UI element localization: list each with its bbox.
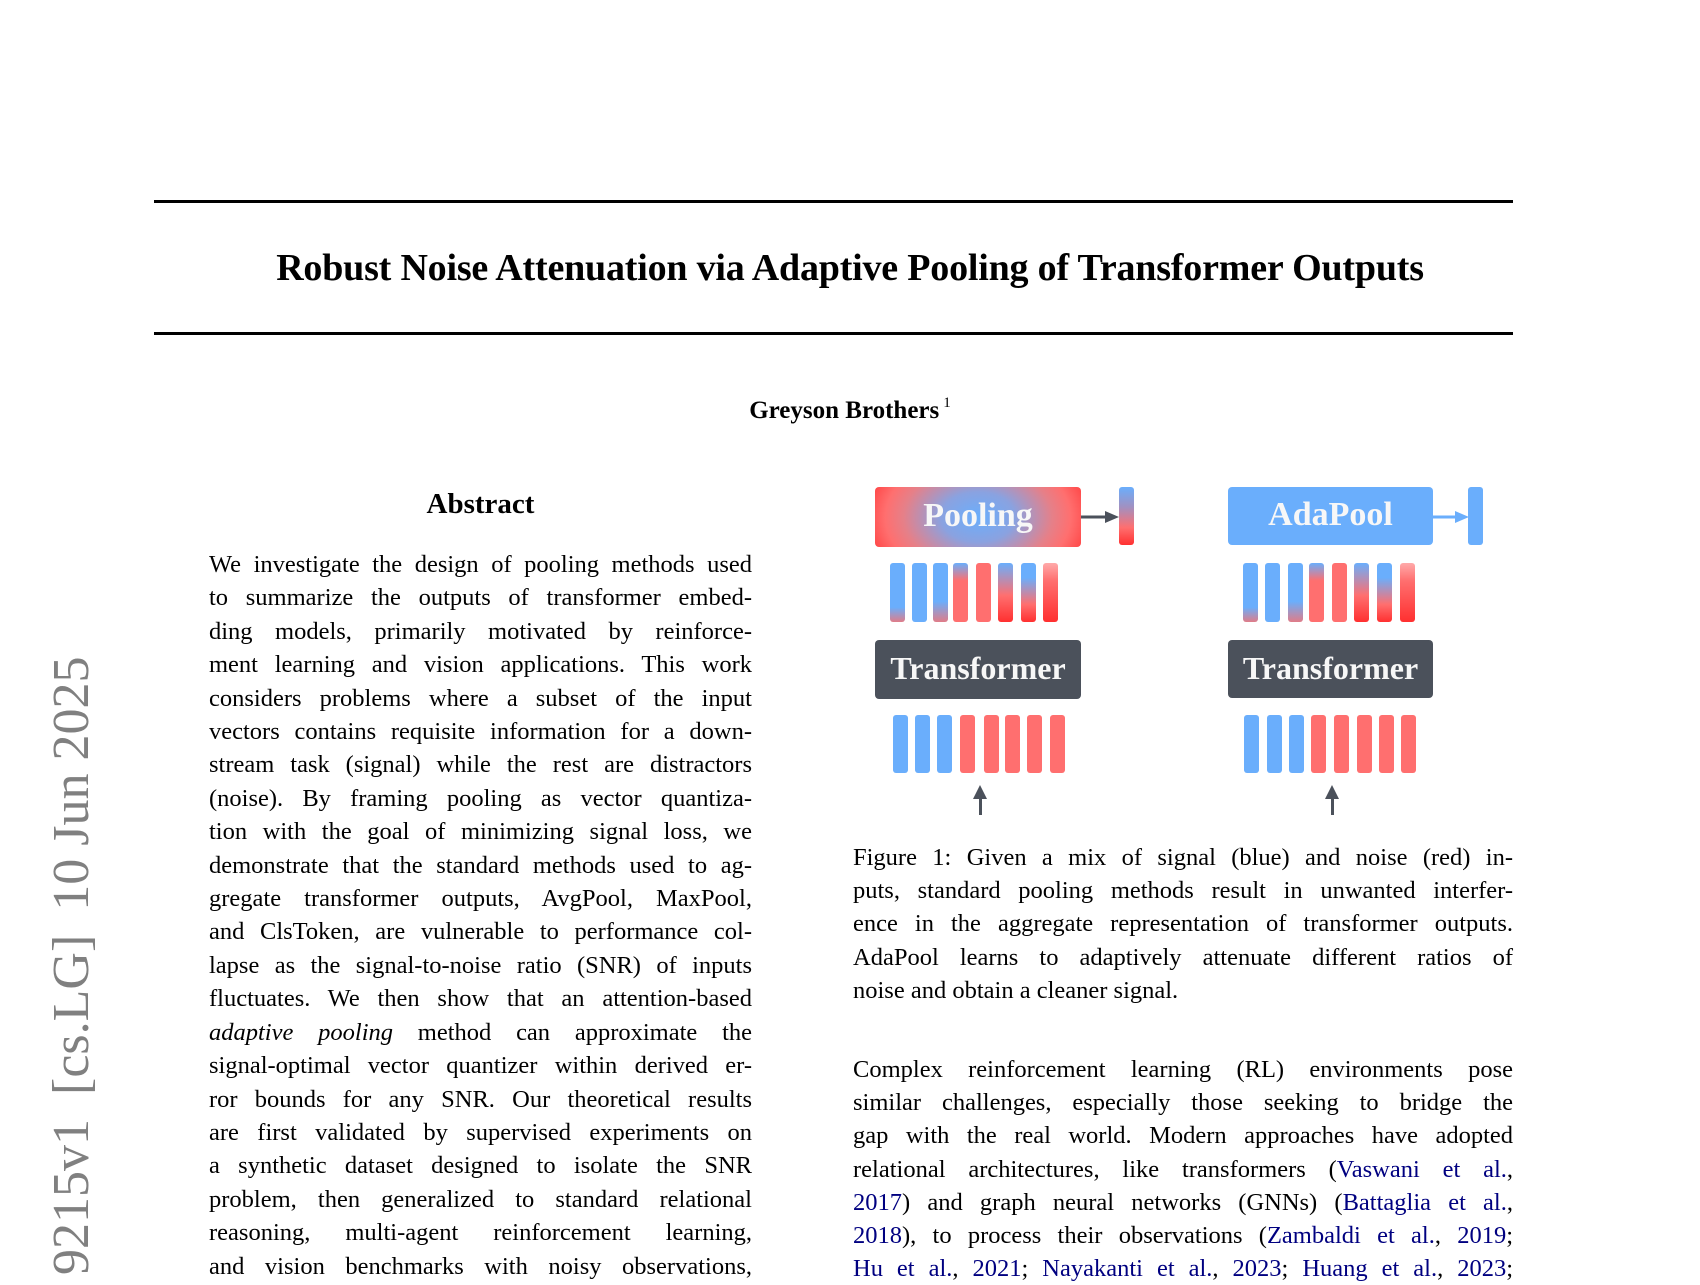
output-token — [953, 563, 968, 622]
abstract-italic-phrase: adaptive pooling — [209, 1018, 394, 1046]
input-token-signal — [893, 715, 908, 773]
output-token — [1309, 563, 1324, 622]
author-line — [0, 397, 1700, 425]
abstract-heading: Abstract — [426, 488, 535, 520]
output-token — [998, 563, 1013, 622]
input-token-noise — [1027, 715, 1042, 773]
arxiv-date: 10 Jun 2025 — [43, 656, 100, 911]
body-line: Complex reinforcement learning (RL) environments pose — [853, 1056, 1513, 1083]
input-token-noise — [1379, 715, 1394, 773]
input-arrow-icon — [1331, 797, 1334, 815]
output-token — [1043, 563, 1058, 622]
citation-link[interactable]: Vaswani et al. — [1336, 1155, 1507, 1183]
abstract-line: We investigate the design of pooling methods used — [209, 551, 752, 578]
transformer-label: Transformer — [1242, 650, 1419, 686]
abstract-line: a synthetic dataset designed to isolate the SNR — [209, 1152, 752, 1180]
transformer-box-right — [1228, 640, 1433, 698]
adapool-output-vector — [1468, 487, 1483, 545]
input-token-noise — [1005, 715, 1020, 773]
abstract-line: are first validated by supervised experiments on — [209, 1118, 752, 1146]
input-token-noise — [984, 715, 999, 773]
caption-line: AdaPool learns to adaptively attenuate different ratios of — [853, 943, 1513, 971]
output-token — [912, 563, 927, 622]
caption-line: Figure 1: Given a mix of signal (blue) and noise (red) in- — [853, 844, 1513, 871]
citation-link[interactable]: 2018 — [853, 1222, 902, 1250]
transformer-box-left — [875, 640, 1081, 699]
output-token — [1265, 563, 1280, 622]
body-line: 2018), to process their observations (Zambaldi et al., 2019; — [853, 1222, 1514, 1250]
abstract-line: and ClsToken, are vulnerable to performance col- — [209, 918, 752, 946]
abstract-line: ror bounds for any SNR. Our theoretical results — [209, 1085, 752, 1113]
figure-caption — [853, 841, 1513, 1007]
citation-link[interactable]: Nayakanti et al. — [1042, 1255, 1213, 1283]
output-token — [1332, 563, 1347, 622]
output-token — [1354, 563, 1369, 622]
abstract-line: stream task (signal) while the rest are distractors — [209, 751, 752, 779]
abstract-line: vectors contains requisite information for a down- — [209, 718, 752, 746]
abstract-line: signal-optimal vector quantizer within derived er- — [209, 1052, 752, 1080]
citation-link[interactable]: 2023 — [1457, 1255, 1507, 1283]
input-token-noise — [1357, 715, 1372, 773]
abstract-line: ment learning and vision applications. This work — [209, 651, 752, 679]
input-arrow-icon — [979, 797, 982, 815]
output-token — [1021, 563, 1036, 622]
body-line: 2017) and graph neural networks (GNNs) (Battaglia et al., — [853, 1188, 1513, 1216]
output-token — [1377, 563, 1392, 622]
arrow-right-icon — [1081, 509, 1121, 525]
input-token-noise — [1401, 715, 1416, 773]
output-token — [976, 563, 991, 622]
paper-title: Robust Noise Attenuation via Adaptive Pooling of Transformer Outputs — [276, 247, 1424, 289]
output-token — [1288, 563, 1303, 622]
abstract-line: problem, then generalized to standard relational — [209, 1185, 752, 1213]
affiliation-mark: 1 — [943, 395, 951, 411]
citation-link[interactable]: 2021 — [972, 1255, 1022, 1283]
arxiv-stamp — [43, 632, 100, 1275]
caption-line: noise and obtain a cleaner signal. — [853, 976, 1179, 1004]
citation-link[interactable]: 2017 — [853, 1188, 902, 1216]
body-line: similar challenges, especially those seeking to bridge the — [853, 1089, 1513, 1117]
body-line: gap with the real world. Modern approaches have adopted — [853, 1122, 1513, 1150]
abstract-line: ding models, primarily motivated by reinforce- — [209, 617, 752, 645]
output-token — [933, 563, 948, 622]
pooling-box — [875, 487, 1081, 547]
abstract-line: considers problems where a subset of the input — [209, 684, 752, 712]
citation-link[interactable]: 2023 — [1232, 1255, 1282, 1283]
adapool-box — [1228, 487, 1433, 545]
abstract-line: lapse as the signal-to-noise ratio (SNR) of inputs — [209, 951, 752, 979]
input-token-signal — [937, 715, 952, 773]
adapool-label: AdaPool — [1268, 496, 1393, 533]
input-token-noise — [1334, 715, 1349, 773]
caption-line: puts, standard pooling methods result in unwanted interfer- — [853, 877, 1513, 905]
abstract-body — [209, 548, 752, 1283]
abstract-line: tion with the goal of minimizing signal loss, we — [209, 818, 752, 846]
title-top-rule — [154, 200, 1513, 203]
body-line: relational architectures, like transformers (Vaswani et al., — [853, 1155, 1513, 1183]
abstract-line: and vision benchmarks with noisy observations, — [209, 1252, 752, 1280]
caption-line: ence in the aggregate representation of transformer outputs. — [853, 910, 1513, 938]
abstract-line: reasoning, multi-agent reinforcement learning, — [209, 1219, 752, 1247]
abstract-line: (noise). By framing pooling as vector quantiza- — [209, 784, 752, 812]
input-token-signal — [1267, 715, 1282, 773]
citation-link[interactable]: Hu et al. — [853, 1255, 953, 1283]
abstract-line: to summarize the outputs of transformer embed- — [209, 584, 752, 612]
citation-link[interactable]: Battaglia et al. — [1342, 1188, 1507, 1216]
input-token-signal — [915, 715, 930, 773]
author-name: Greyson Brothers — [749, 397, 940, 424]
arxiv-category: [cs.LG] — [43, 934, 100, 1095]
input-token-noise — [1311, 715, 1326, 773]
abstract-line: gregate transformer outputs, AvgPool, MaxPool, — [209, 885, 752, 913]
output-token — [1400, 563, 1415, 622]
abstract-line: demonstrate that the standard methods used to ag- — [209, 851, 752, 879]
citation-link[interactable]: Huang et al. — [1302, 1255, 1438, 1283]
abstract-line: adaptive pooling method can approximate the — [209, 1018, 753, 1046]
output-token — [1243, 563, 1258, 622]
input-token-signal — [1289, 715, 1304, 773]
intro-paragraph — [853, 1053, 1513, 1285]
citation-link[interactable]: 2019 — [1457, 1222, 1507, 1250]
pooling-label: Pooling — [923, 497, 1033, 534]
input-token-noise — [960, 715, 975, 773]
output-token — [890, 563, 905, 622]
arrow-right-icon — [1433, 509, 1471, 525]
citation-link[interactable]: Zambaldi et al. — [1266, 1222, 1435, 1250]
input-token-signal — [1244, 715, 1259, 773]
transformer-label: Transformer — [890, 650, 1066, 686]
arxiv-id: 9215v1 — [43, 1119, 100, 1275]
input-token-noise — [1050, 715, 1065, 773]
title-bottom-rule — [154, 332, 1513, 335]
body-line: Hu et al., 2021; Nayakanti et al., 2023; Huang et al., 2023; — [853, 1255, 1514, 1283]
abstract-line: fluctuates. We then show that an attention-based — [209, 985, 752, 1013]
pooled-output-vector — [1119, 487, 1134, 545]
